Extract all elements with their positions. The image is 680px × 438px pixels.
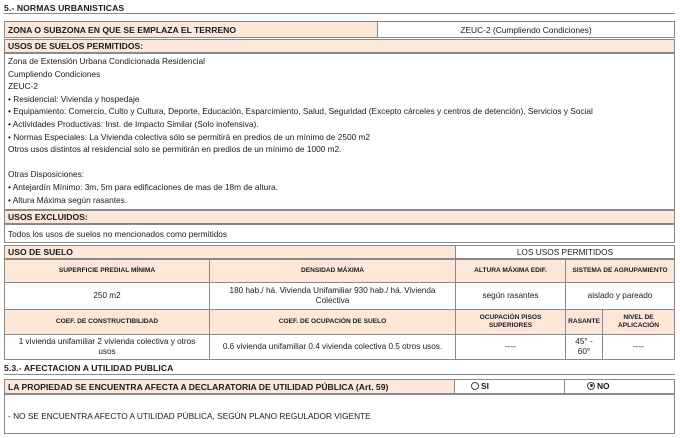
usos-permitidos-label: USOS DE SUELOS PERMITIDOS:: [4, 39, 675, 53]
section-5-title: 5.- NORMAS URBANISTICAS: [4, 3, 125, 13]
value-ocupacion: 0.6 vivienda unifamiliar 0.4 vivienda colectiva 0.5 otros usos.: [209, 334, 456, 360]
option-si-label: SI: [481, 381, 489, 391]
usos-excluidos-label: USOS EXCLUIDOS:: [4, 210, 675, 224]
value-altura: según rasantes: [455, 282, 566, 310]
value-superficie: 250 m2: [4, 282, 210, 310]
option-no[interactable]: [564, 379, 675, 394]
usos-line: • Antejardín Mínimo: 3m, 5m para edificaciones de mas de 18m de altura.: [8, 181, 278, 192]
usos-line: Zona de Extensión Urbana Condicionada Residencial: [8, 56, 205, 66]
section-divider: [4, 374, 675, 375]
usos-line: • Residencial: Vivienda y hospedaje: [8, 93, 140, 104]
section-53-title: 5.3.- AFECTACION A UTILIDAD PUBLICA: [4, 363, 174, 373]
header-sistema: SISTEMA DE AGRUPAMIENTO: [565, 259, 675, 283]
usos-permitidos-text: [4, 53, 675, 210]
header-constructibilidad: COEF. DE CONSTRUCTIBILIDAD: [4, 309, 210, 335]
value-rasante: 45° - 60°: [565, 334, 603, 360]
utilidad-question: LA PROPIEDAD SE ENCUENTRA AFECTA A DECLARATORIA DE UTILIDAD PÚBLICA (Art. 59): [4, 379, 455, 394]
radio-no-icon[interactable]: [587, 382, 595, 390]
usos-line: • Normas Especiales: La Vivienda colectiva sólo se permitirá en predios de un mínimo de 2500 m2: [8, 131, 371, 142]
uso-suelo-label: USO DE SUELO: [4, 245, 456, 259]
usos-line: [8, 156, 671, 169]
section-divider: [4, 13, 675, 14]
option-no-label: NO: [597, 381, 610, 391]
header-superficie: SUPERFICIE PREDIAL MÍNIMA: [4, 259, 210, 283]
usos-line: Otros usos distintos al residencial solo se permitirán en predios de un mínimo de 1000 m2.: [8, 144, 342, 155]
header-altura: ALTURA MÁXIMA EDIF.: [455, 259, 566, 283]
radio-si-icon[interactable]: [471, 382, 479, 390]
usos-line: • Actividades Productivas: Inst. de Impacto Similar (Solo inofensiva).: [8, 118, 259, 129]
header-rasante: RASANTE: [565, 309, 603, 335]
uso-suelo-value: LOS USOS PERMITIDOS: [455, 245, 675, 259]
usos-line: Otras Disposiciones:: [8, 169, 85, 180]
header-ocupacion: COEF. DE OCUPACIÓN DE SUELO: [209, 309, 456, 335]
utilidad-note: - NO SE ENCUENTRA AFECTO A UTILIDAD PÚBLICA, SEGÚN PLANO REGULADOR VIGENTE: [4, 394, 675, 434]
value-constructibilidad: 1 vivienda unifamiliar 2 vivienda colectiva y otros usos: [4, 334, 210, 360]
header-densidad: DENSIDAD MÁXIMA: [209, 259, 456, 283]
header-ocupacion-pisos: OCUPACIÓN PISOS SUPERIORES: [455, 309, 566, 335]
value-nivel: ----: [602, 334, 675, 360]
value-densidad: 180 hab./ há. Vivienda Unifamiliar 930 hab./ há. Vivienda Colectiva: [209, 282, 456, 310]
header-nivel: NIVEL DE APLICACIÓN: [602, 309, 675, 335]
option-si[interactable]: [454, 379, 565, 394]
zona-label: ZONA O SUBZONA EN QUE SE EMPLAZA EL TERRENO: [4, 21, 378, 38]
usos-line: • Altura Máxima según rasantes.: [8, 194, 128, 205]
usos-excluidos-value: Todos los usos de suelos no mencionados como permitidos: [4, 224, 675, 243]
value-ocupacion-pisos: ----: [455, 334, 566, 360]
value-sistema: aislado y pareado: [565, 282, 675, 310]
usos-line: ZEUC-2: [8, 81, 38, 92]
usos-line: Cumpliendo Condiciones: [8, 68, 101, 79]
zona-value: ZEUC-2 (Cumpliendo Condiciones): [377, 21, 675, 38]
usos-line: • Equipamiento: Comercio, Culto y Cultura, Deporte, Educación, Esparcimiento, Salud, Seguridad (Excepto cárceles y centros de detención), Servicios y Social: [8, 106, 593, 117]
